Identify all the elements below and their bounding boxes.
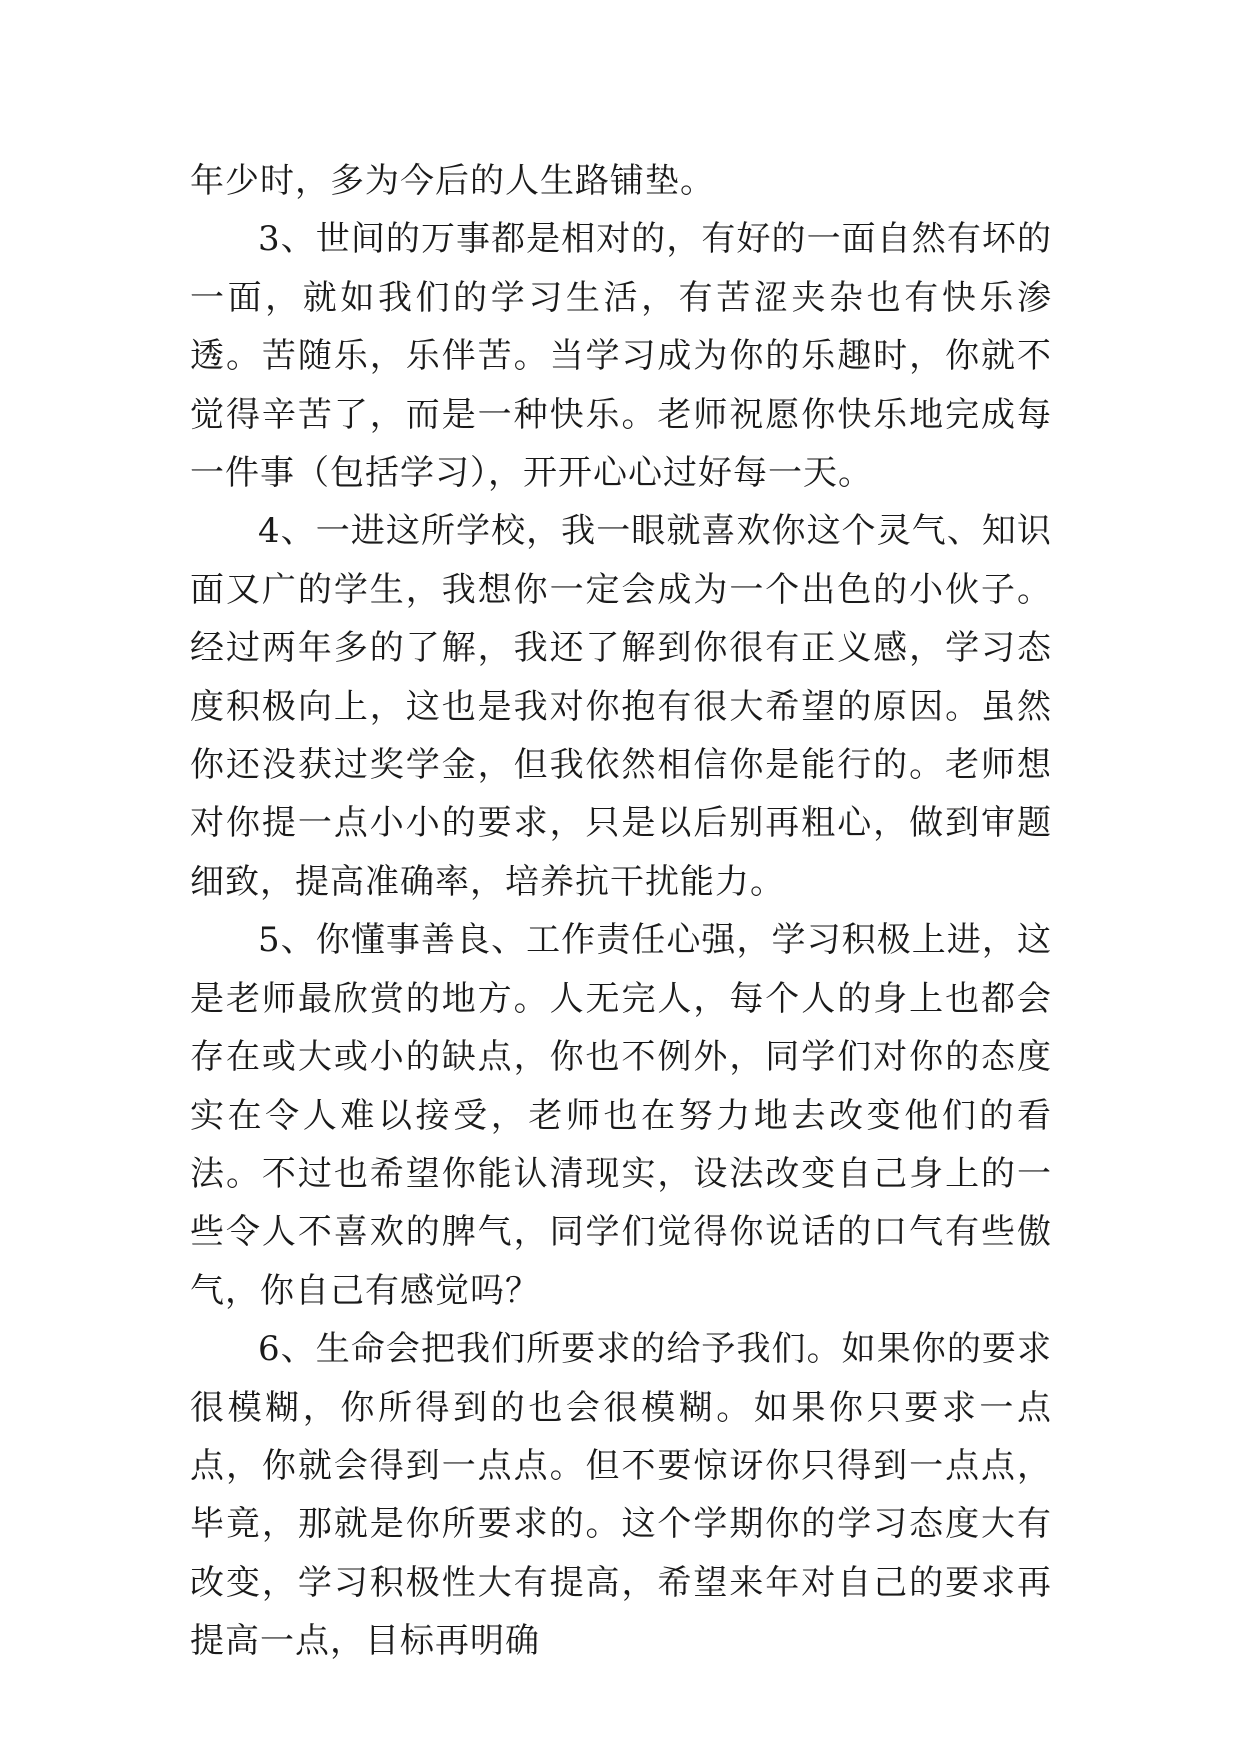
paragraph-item-5: 5、你懂事善良、工作责任心强，学习积极上进，这是老师最欣赏的地方。人无完人，每个人的身上也都会存在或大或小的缺点，你也不例外，同学们对你的态度实在令人难以接受，老师也在努力地去改变他们的看法。不过也希望你能认清现实，设法改变自己身上的一些令人不喜欢的脾气，同学们觉得你说话的口气有些傲气，你自己有感觉吗？ xyxy=(190,920,1052,1311)
paragraph-item-4: 4、一进这所学校，我一眼就喜欢你这个灵气、知识面又广的学生，我想你一定会成为一个出色的小伙子。经过两年多的了解，我还了解到你很有正义感，学习态度积极向上，这也是我对你抱有很大希望的原因。虽然你还没获过奖学金，但我依然相信你是能行的。老师想对你提一点小小的要求，只是以后别再粗心，做到审题细致，提高准确率，培养抗干扰能力。 xyxy=(190,511,1052,902)
paragraph-item-6: 6、生命会把我们所要求的给予我们。如果你的要求很模糊，你所得到的也会很模糊。如果你只要求一点点，你就会得到一点点。但不要惊讶你只得到一点点，毕竟，那就是你所要求的。这个学期你的学习态度大有改变，学习积极性大有提高，希望来年对自己的要求再提高一点，目标再明确 xyxy=(190,1329,1052,1662)
paragraph-continuation: 年少时，多为今后的人生路铺垫。 xyxy=(190,161,715,201)
document-body xyxy=(190,152,1052,1671)
paragraph-item-3: 3、世间的万事都是相对的，有好的一面自然有坏的一面，就如我们的学习生活，有苦涩夹杂也有快乐渗透。苦随乐，乐伴苦。当学习成为你的乐趣时，你就不觉得辛苦了，而是一种快乐。老师祝愿你快乐地完成每一件事（包括学习），开开心心过好每一天。 xyxy=(190,219,1052,494)
